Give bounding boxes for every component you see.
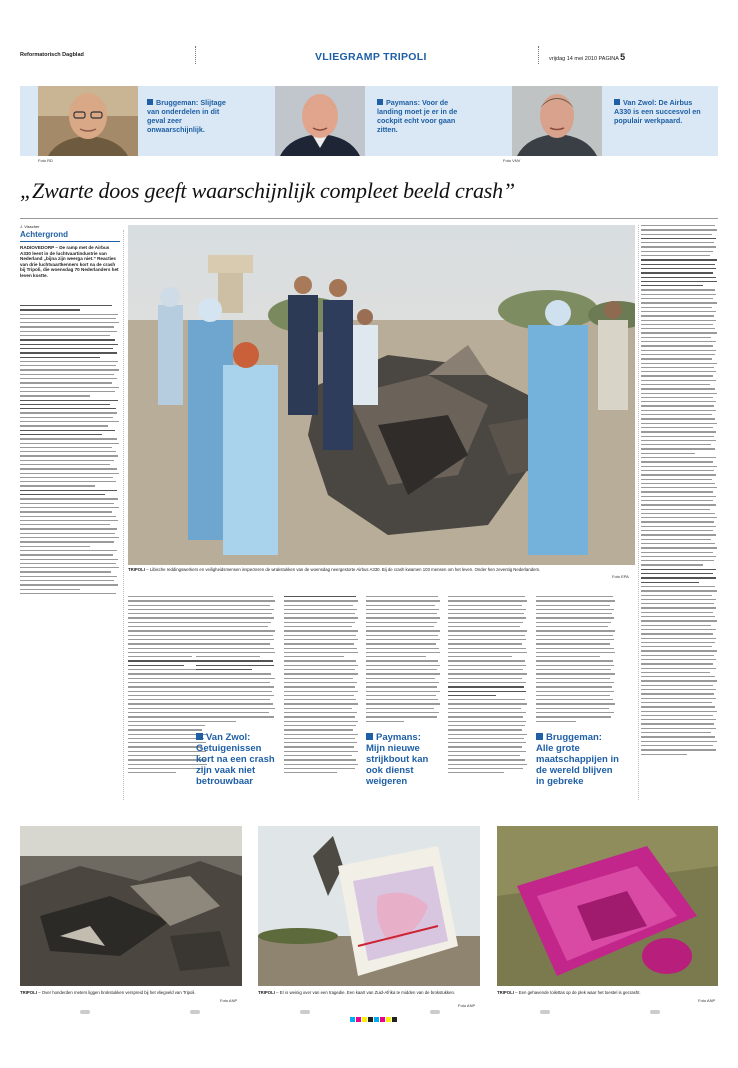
page-number: 5 (620, 52, 626, 62)
caption-place: TRIPOLI (497, 990, 514, 995)
photo-credit: Foto ANP (698, 998, 716, 1003)
caption-text: – Er is weinig over van een tragedie. Een kaart van Zuid-Afrika te midden van de brokstukken. (276, 990, 456, 995)
portrait-paymans (275, 86, 365, 156)
bullet-square-icon (366, 733, 373, 740)
bottom-photo-toiletry-bag (497, 826, 718, 986)
portrait-bruggeman (38, 86, 138, 156)
column-separator (638, 225, 639, 800)
pull-quote-text: Paymans: Mijn nieuwe strijkbout kan ook dienst weigeren (366, 732, 429, 787)
main-photo-credit: Foto EPA (612, 574, 629, 579)
caption-place: TRIPOLI (258, 990, 275, 995)
headline: „Zwarte doos geeft waarschijnlijk compleet beeld crash” (20, 178, 515, 203)
byline: J. Visscher (20, 224, 40, 229)
bottom-photo-caption-3 (497, 990, 717, 996)
quote-text: Paymans: Voor de landing moet je er in de cockpit echt voor gaan zitten. (377, 98, 458, 134)
bullet-square-icon (536, 733, 543, 740)
page-label: PAGINA (598, 56, 619, 62)
date: vrijdag 14 mei 2010 (549, 56, 598, 62)
caption-place: TRIPOLI (20, 990, 37, 995)
pull-quote-van-zwol (196, 732, 276, 787)
color-bar (350, 1009, 398, 1027)
quote-text: Bruggeman: Slijtage van onderdelen in dit geval zeer onwaarschijnlijk. (147, 98, 226, 134)
bottom-photo-caption-2 (258, 990, 478, 996)
bullet-square-icon (196, 733, 203, 740)
registration-mark (190, 1010, 200, 1014)
bullet-square-icon (147, 99, 153, 105)
portrait-van-zwol (512, 86, 602, 156)
header-divider (538, 46, 539, 64)
main-photo-caption (128, 567, 598, 573)
quote-paymans (377, 98, 469, 134)
caption-text: – Libische reddingswerkers en veiligheidsmensen inspecteren de wrakstukken van de woensdag neergestorte Airbus A330. Bij de crash kwamen 103 mensen om het leven. Onder hen zeventig Nederlanders. (146, 567, 541, 572)
registration-mark (540, 1010, 550, 1014)
caption-place: TRIPOLI (128, 567, 145, 572)
bottom-photo-caption-1 (20, 990, 242, 996)
photo-credit: Foto RD (38, 158, 53, 163)
newspaper-name: Reformatorisch Dagblad (20, 52, 84, 58)
article-column-5 (366, 596, 441, 726)
pull-quote-bruggeman (536, 732, 621, 787)
pull-quote-paymans (366, 732, 441, 787)
registration-mark (430, 1010, 440, 1014)
caption-text: – Een gehavende toilettas op de plek waar het toestel is gecrasht. (515, 990, 641, 995)
kicker-underline (20, 241, 120, 242)
bottom-photo-map (258, 826, 480, 986)
registration-mark (80, 1010, 90, 1014)
article-column-6 (448, 596, 528, 796)
bullet-square-icon (377, 99, 383, 105)
header-divider (195, 46, 196, 64)
registration-mark (300, 1010, 310, 1014)
article-column-4 (284, 596, 359, 796)
headline-rule (20, 218, 718, 219)
section-title: VLIEGRAMP TRIPOLI (315, 51, 427, 63)
pull-quote-text: Bruggeman: Alle grote maatschappijen in de wereld blijven in gebreke (536, 732, 619, 787)
photo-credit: Foto ANP (458, 1003, 476, 1008)
bullet-square-icon (614, 99, 620, 105)
quote-text: Van Zwol: De Airbus A330 is een succesvol en populair werkpaard. (614, 98, 701, 125)
article-column-3 (196, 596, 276, 726)
article-column-7 (536, 596, 616, 726)
article-column-right (641, 225, 718, 795)
caption-text: – Over honderden meters liggen brokstukken verspreid bij het vliegveld van Tripoli. (38, 990, 196, 995)
bottom-photo-wreckage (20, 826, 242, 986)
quote-bruggeman (147, 98, 237, 134)
date-page (549, 52, 625, 62)
pull-quote-text: Van Zwol: Getuigenissen kort na een crash zijn vaak niet betrouwbaar (196, 732, 275, 787)
lead-paragraph: RADIOVEDORP – De ramp met de Airbus A330 leent in de luchtvaartindustrie van Nederland „bijna zijn weerga niet.” Reacties van drie luchtvaartkenners kort na de crash bij Tripoli, die woensdag 70 Nederlanders het leven kostte. (20, 245, 119, 278)
main-photo-crash-site (128, 225, 635, 565)
registration-mark (650, 1010, 660, 1014)
quote-van-zwol (614, 98, 709, 125)
photo-credit: Foto VNV (503, 158, 521, 163)
column-separator (123, 230, 124, 800)
photo-credit: Foto ANP (220, 998, 238, 1003)
kicker: Achtergrond (20, 230, 68, 239)
article-column-1 (20, 305, 120, 595)
